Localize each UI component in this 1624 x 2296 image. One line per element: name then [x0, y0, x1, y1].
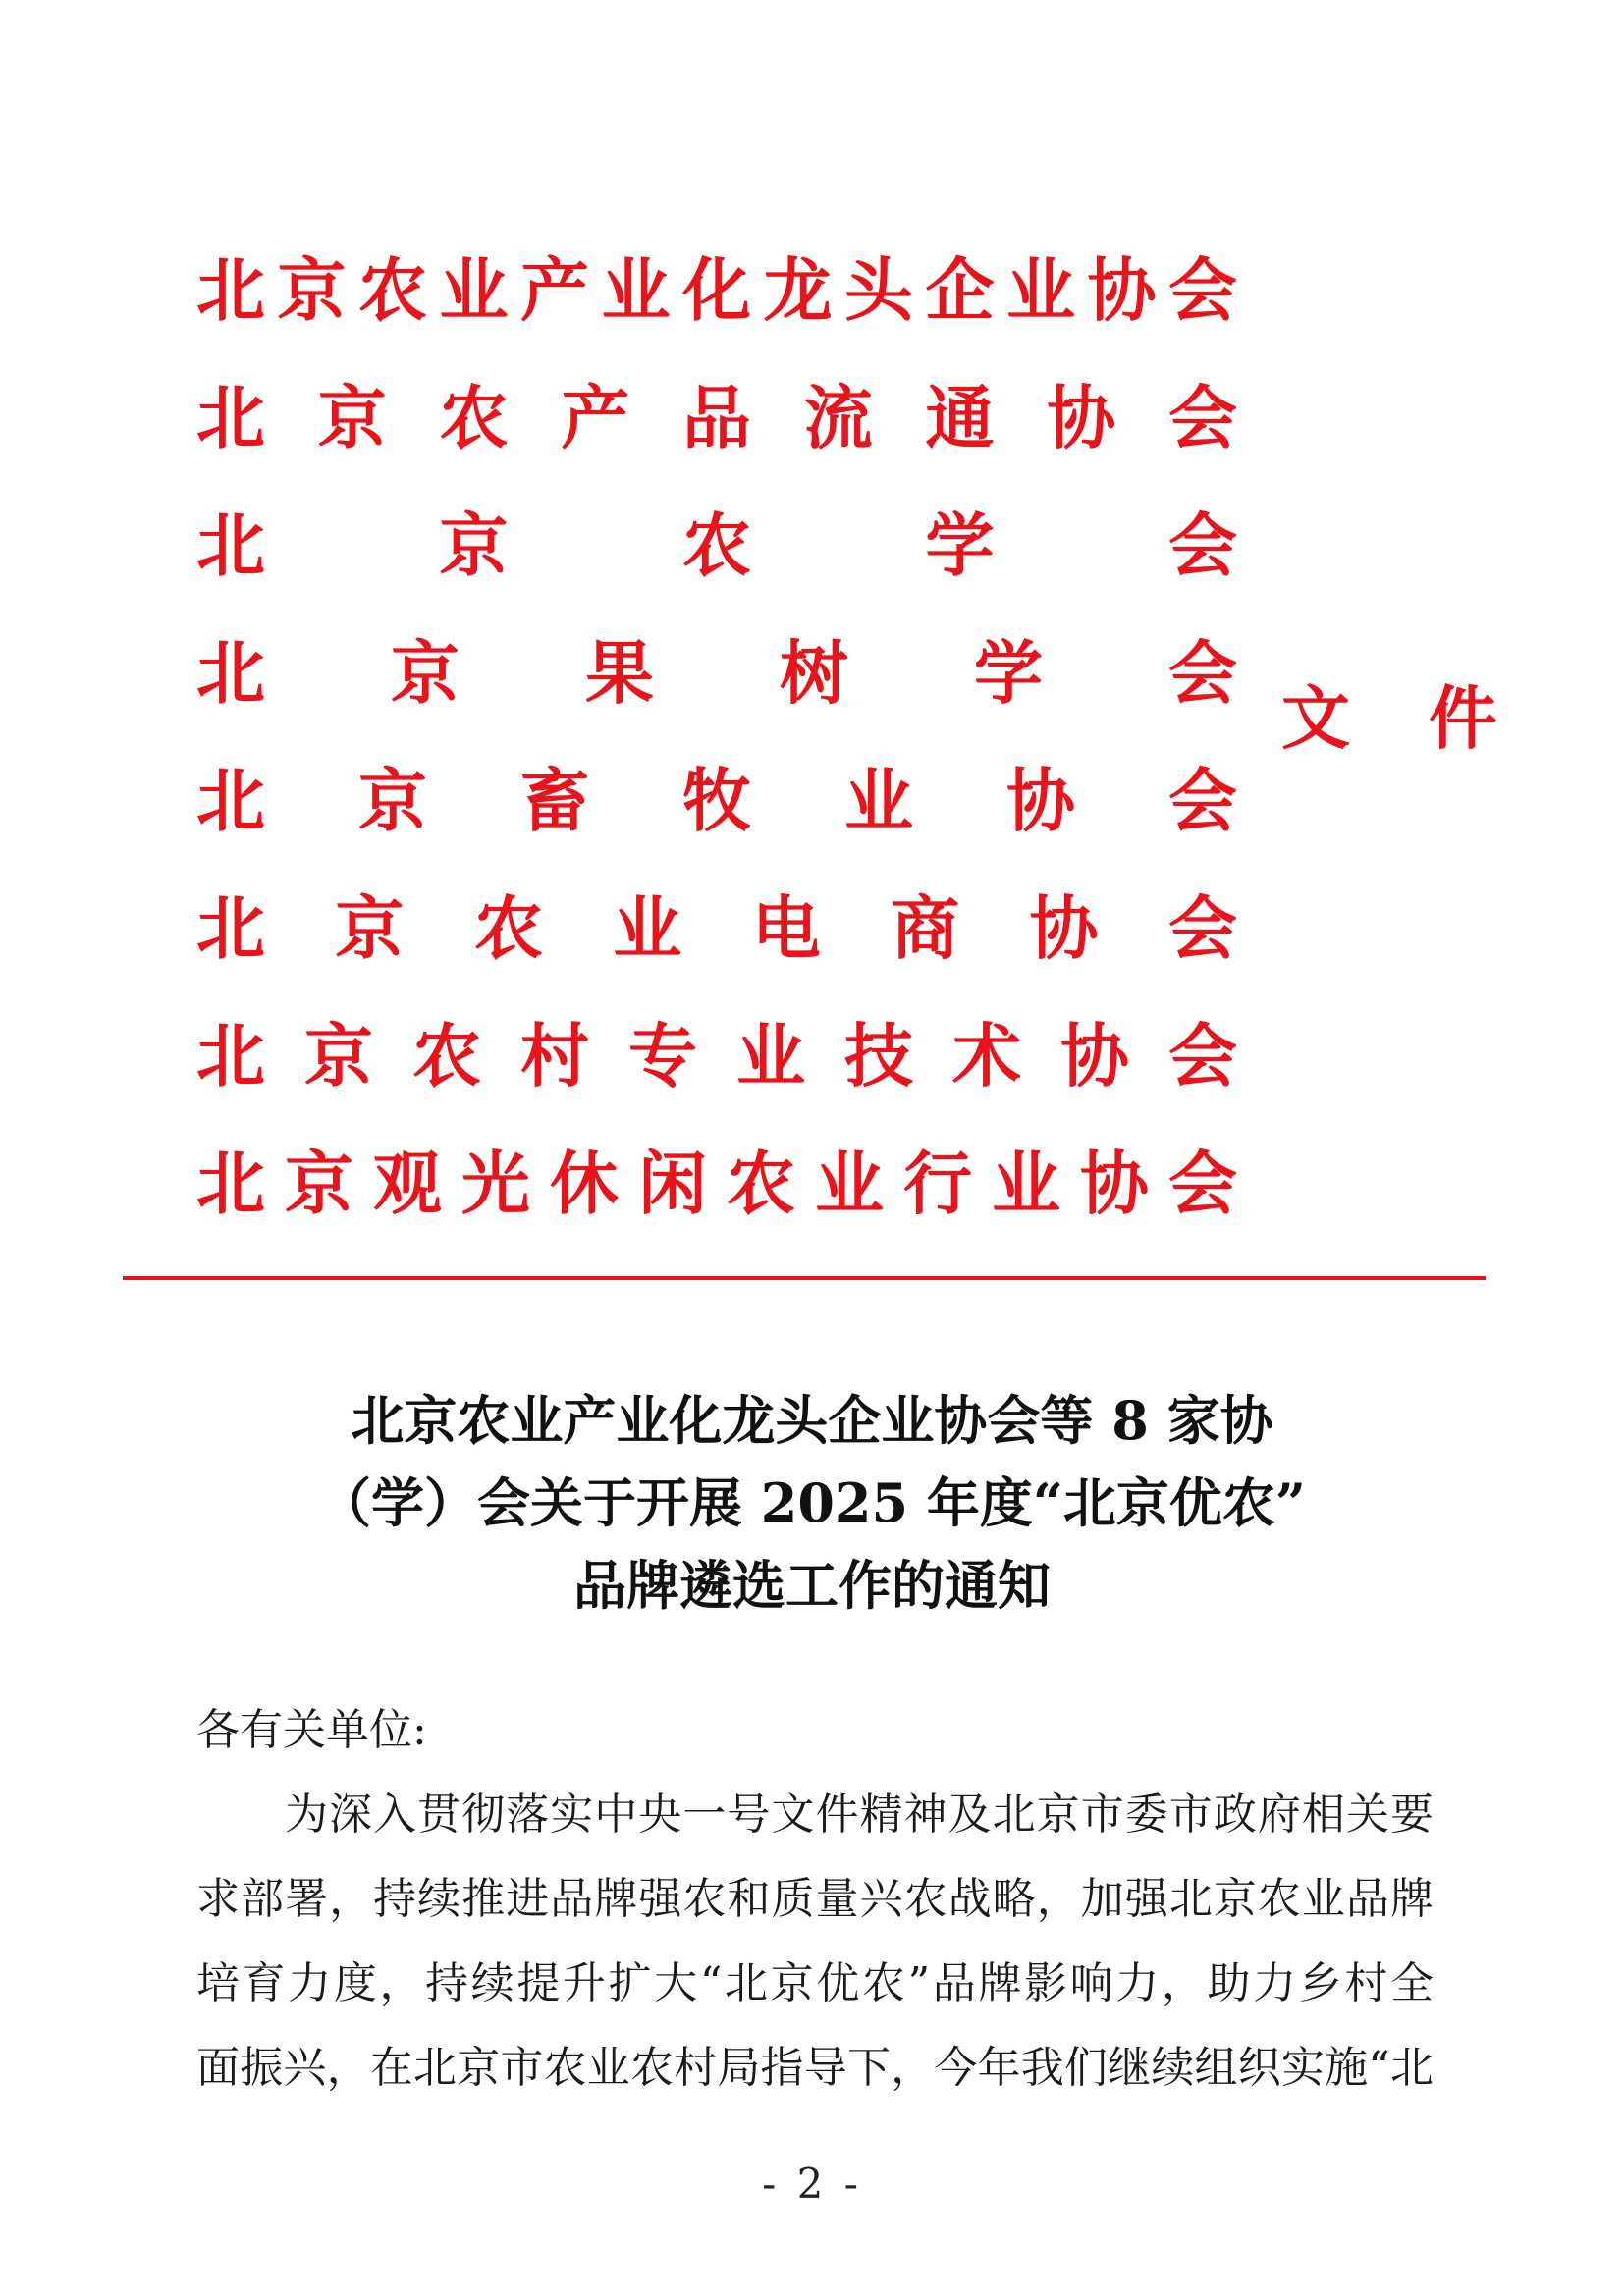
header-character: 业 [736, 1016, 805, 1096]
org-name-8 [196, 1130, 1237, 1238]
header-character: 京 [439, 506, 509, 586]
header-character: 品 [682, 378, 751, 458]
header-character: 会 [1168, 1016, 1237, 1096]
header-character: 会 [1168, 378, 1237, 458]
header-character: 学 [925, 506, 995, 586]
header-character: 北 [196, 1016, 265, 1096]
header-character: 农 [727, 1144, 795, 1224]
header-character: 头 [844, 250, 913, 331]
header-character: 农 [412, 1016, 481, 1096]
header-character: 北 [196, 1144, 265, 1224]
header-character: 畜 [520, 761, 589, 841]
org-name-1 [196, 237, 1237, 345]
header-character: 业 [844, 761, 913, 841]
header-character: 协 [1060, 1016, 1129, 1096]
body-line-3: 培育力度，持续提升扩大“北京优农”品牌影响力，助力乡村全 [196, 1958, 1434, 2008]
header-character: 件 [1429, 678, 1497, 759]
org-name-7 [196, 1002, 1237, 1110]
header-character: 北 [196, 888, 265, 969]
header-character: 北 [196, 761, 265, 841]
header-character: 果 [585, 633, 654, 714]
body-line-1: 为深入贯彻落实中央一号文件精神及北京市委市政府相关要 [285, 1789, 1434, 1840]
header-character: 企 [925, 250, 995, 331]
header-character: 会 [1167, 888, 1237, 969]
header-character: 会 [1168, 633, 1237, 714]
header-character: 通 [925, 378, 995, 458]
header-character: 专 [628, 1016, 697, 1096]
header-character: 京 [285, 1144, 353, 1224]
header-character: 协 [1080, 1144, 1149, 1224]
header-character: 业 [1006, 250, 1075, 331]
header-character: 商 [891, 888, 960, 969]
header-character: 会 [1168, 506, 1237, 586]
header-character: 牧 [682, 761, 751, 841]
header-character: 文 [1281, 678, 1350, 759]
header-character: 农 [358, 250, 427, 331]
header-character: 行 [903, 1144, 972, 1224]
document-title-line-1: 北京农业产业化龙头企业协会等 8 家协 [351, 1389, 1273, 1452]
body-line-2: 求部署，持续推进品牌强农和质量兴农战略，加强北京农业品牌 [196, 1874, 1434, 1924]
header-character: 京 [358, 761, 427, 841]
header-character: 协 [1047, 378, 1116, 458]
header-character: 业 [815, 1144, 884, 1224]
header-character: 流 [803, 378, 873, 458]
header-character: 术 [952, 1016, 1021, 1096]
header-character: 产 [561, 378, 630, 458]
header-character: 农 [439, 378, 509, 458]
salutation: 各有关单位: [196, 1705, 427, 1755]
header-character: 协 [1029, 888, 1099, 969]
header-character: 农 [682, 506, 751, 586]
header-character: 光 [461, 1144, 530, 1224]
header-character: 业 [613, 888, 682, 969]
header-character: 观 [373, 1144, 442, 1224]
header-character: 会 [1168, 250, 1237, 331]
header-character: 京 [391, 633, 460, 714]
header-character: 产 [520, 250, 589, 331]
header-character: 业 [992, 1144, 1060, 1224]
header-character: 休 [550, 1144, 619, 1224]
header-character: 闲 [638, 1144, 707, 1224]
header-character: 北 [196, 633, 265, 714]
header-character: 化 [682, 250, 751, 331]
header-character: 业 [601, 250, 671, 331]
page-number: - 2 - [762, 2160, 862, 2208]
header-character: 协 [1006, 761, 1075, 841]
header-character: 树 [780, 633, 848, 714]
org-name-6 [196, 875, 1237, 983]
header-character: 学 [974, 633, 1043, 714]
header-character: 北 [196, 378, 265, 458]
header-character: 协 [1087, 250, 1157, 331]
document-title-line-2: （学）会关于开展 2025 年度“北京优农” [317, 1471, 1306, 1534]
header-character: 村 [520, 1016, 589, 1096]
header-character: 北 [196, 506, 265, 586]
org-name-5 [196, 747, 1237, 855]
header-character: 北 [196, 250, 265, 331]
org-name-2 [196, 364, 1237, 472]
header-character: 龙 [763, 250, 833, 331]
header-character: 京 [317, 378, 387, 458]
document-title-line-3: 品牌遴选工作的通知 [573, 1554, 1051, 1617]
header-character: 会 [1168, 1144, 1237, 1224]
header-character: 京 [304, 1016, 373, 1096]
header-character: 农 [473, 888, 543, 969]
document-suffix [1281, 665, 1497, 773]
org-name-4 [196, 619, 1237, 727]
header-character: 技 [844, 1016, 913, 1096]
header-character: 电 [751, 888, 821, 969]
header-character: 京 [335, 888, 405, 969]
header-character: 会 [1168, 761, 1237, 841]
org-name-3 [196, 492, 1237, 600]
body-line-4: 面振兴，在北京市农业农村局指导下，今年我们继续组织实施“北 [196, 2043, 1434, 2093]
header-divider [123, 1276, 1486, 1280]
header-character: 京 [277, 250, 347, 331]
header-character: 业 [439, 250, 509, 331]
